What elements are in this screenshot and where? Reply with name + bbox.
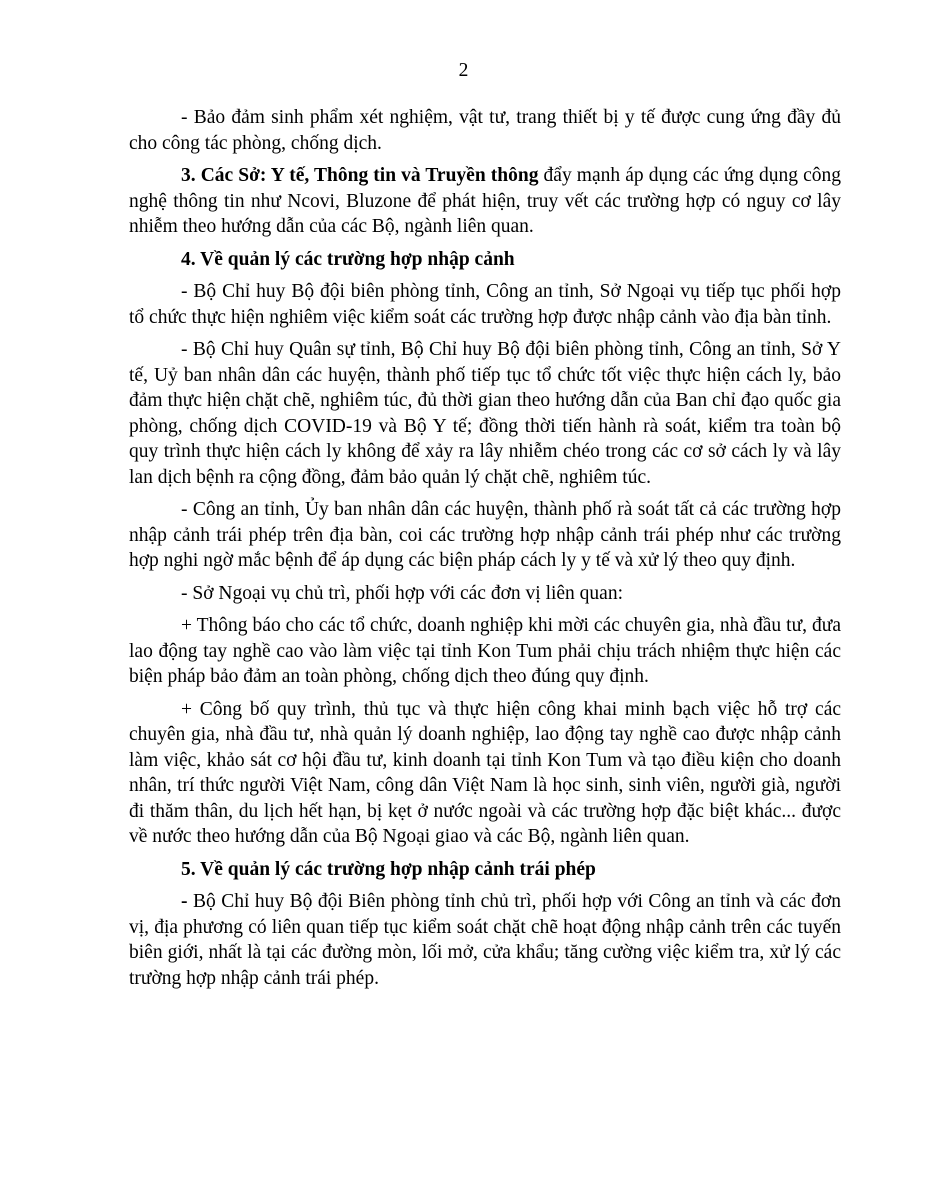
section-heading-immigration: 4. Về quản lý các trường hợp nhập cảnh xyxy=(181,248,515,270)
paragraph-medical-supplies: - Bảo đảm sinh phẩm xét nghiệm, vật tư, trang thiết bị y tế được cung ứng đầy đủ cho công tác phòng, chống dịch. xyxy=(129,107,841,154)
paragraph-illegal-entry-review: - Công an tỉnh, Ủy ban nhân dân các huyện, thành phố rà soát tất cả các trường hợp nhập cảnh trái phép trên địa bàn, coi các trường hợp nhập cảnh trái phép như các trường hợp nghi ngờ mắc bệnh để áp dụng các biện pháp cách ly y tế và xử lý theo quy định. xyxy=(129,499,841,571)
paragraph-border-control: - Bộ Chỉ huy Bộ đội biên phòng tỉnh, Công an tỉnh, Sở Ngoại vụ tiếp tục phối hợp tổ chức thực hiện nghiêm việc kiểm soát các trường hợp được nhập cảnh vào địa bàn tỉnh. xyxy=(129,281,841,328)
document-body xyxy=(129,105,841,998)
paragraph-quarantine: - Bộ Chỉ huy Quân sự tỉnh, Bộ Chỉ huy Bộ đội biên phòng tỉnh, Công an tỉnh, Sở Y tế, Uỷ ban nhân dân các huyện, thành phố tiếp tục tổ chức tốt việc thực hiện cách ly, bảo đảm thực hiện chặt chẽ, nghiêm túc, đủ thời gian theo hướng dẫn của Ban chỉ đạo quốc gia phòng, chống dịch COVID-19 và Bộ Y tế; đồng thời tiến hành rà soát, kiểm tra toàn bộ quy trình thực hiện cách ly không để xảy ra lây nhiễm chéo trong các cơ sở cách ly và lây lan dịch bệnh ra cộng đồng, đảm bảo quản lý chặt chẽ, nghiêm túc. xyxy=(129,339,841,488)
paragraph-publish-procedures: + Công bố quy trình, thủ tục và thực hiện công khai minh bạch việc hỗ trợ các chuyên gia, nhà đầu tư, nhà quản lý doanh nghiệp, lao động tay nghề cao được nhập cảnh làm việc, khảo sát cơ hội đầu tư, kinh doanh tại tỉnh Kon Tum và tạo điều kiện cho doanh nhân, trí thức người Việt Nam, công dân Việt Nam là học sinh, sinh viên, người già, người đi thăm thân, du lịch hết hạn, bị kẹt ở nước ngoài và các trường hợp đặc biệt khác... được về nước theo hướng dẫn của Bộ Ngoại giao và các Bộ, ngành liên quan. xyxy=(129,698,841,847)
section-heading-illegal-immigration: 5. Về quản lý các trường hợp nhập cảnh trái phép xyxy=(181,858,596,880)
paragraph-foreign-affairs: - Sở Ngoại vụ chủ trì, phối hợp với các đơn vị liên quan: xyxy=(181,582,624,604)
paragraph-lead: 3. Các Sở: Y tế, Thông tin và Truyền thông xyxy=(181,165,539,186)
page-number: 2 xyxy=(458,60,469,81)
paragraph-border-guard-command xyxy=(129,889,841,991)
paragraph-notify-organizations: + Thông báo cho các tổ chức, doanh nghiệp khi mời các chuyên gia, nhà đầu tư, đưa lao động tay nghề cao vào làm việc tại tỉnh Kon Tum phải chịu trách nhiệm thực hiện các biện pháp bảo đảm an toàn phòng, chống dịch theo đúng quy định. xyxy=(129,615,841,687)
paragraph-lead: - xyxy=(181,891,188,912)
paragraph-health-it-departments xyxy=(129,163,841,240)
paragraph-body: đẩy mạnh áp dụng các ứng dụng công nghệ thông tin như Ncovi, Bluzone để phát hiện, truy vết các trường hợp có nguy cơ lây nhiễm theo hướng dẫn của các Bộ, ngành liên quan. xyxy=(129,165,841,237)
paragraph-body: Bộ Chỉ huy Bộ đội Biên phòng tỉnh chủ trì, phối hợp với Công an tỉnh và các đơn vị, địa phương có liên quan tiếp tục kiểm soát chặt chẽ hoạt động nhập cảnh trên các tuyến biên giới, nhất là tại các đường mòn, lối mở, cửa khẩu; tăng cường việc kiểm tra, xử lý các trường hợp nhập cảnh trái phép. xyxy=(129,891,841,989)
